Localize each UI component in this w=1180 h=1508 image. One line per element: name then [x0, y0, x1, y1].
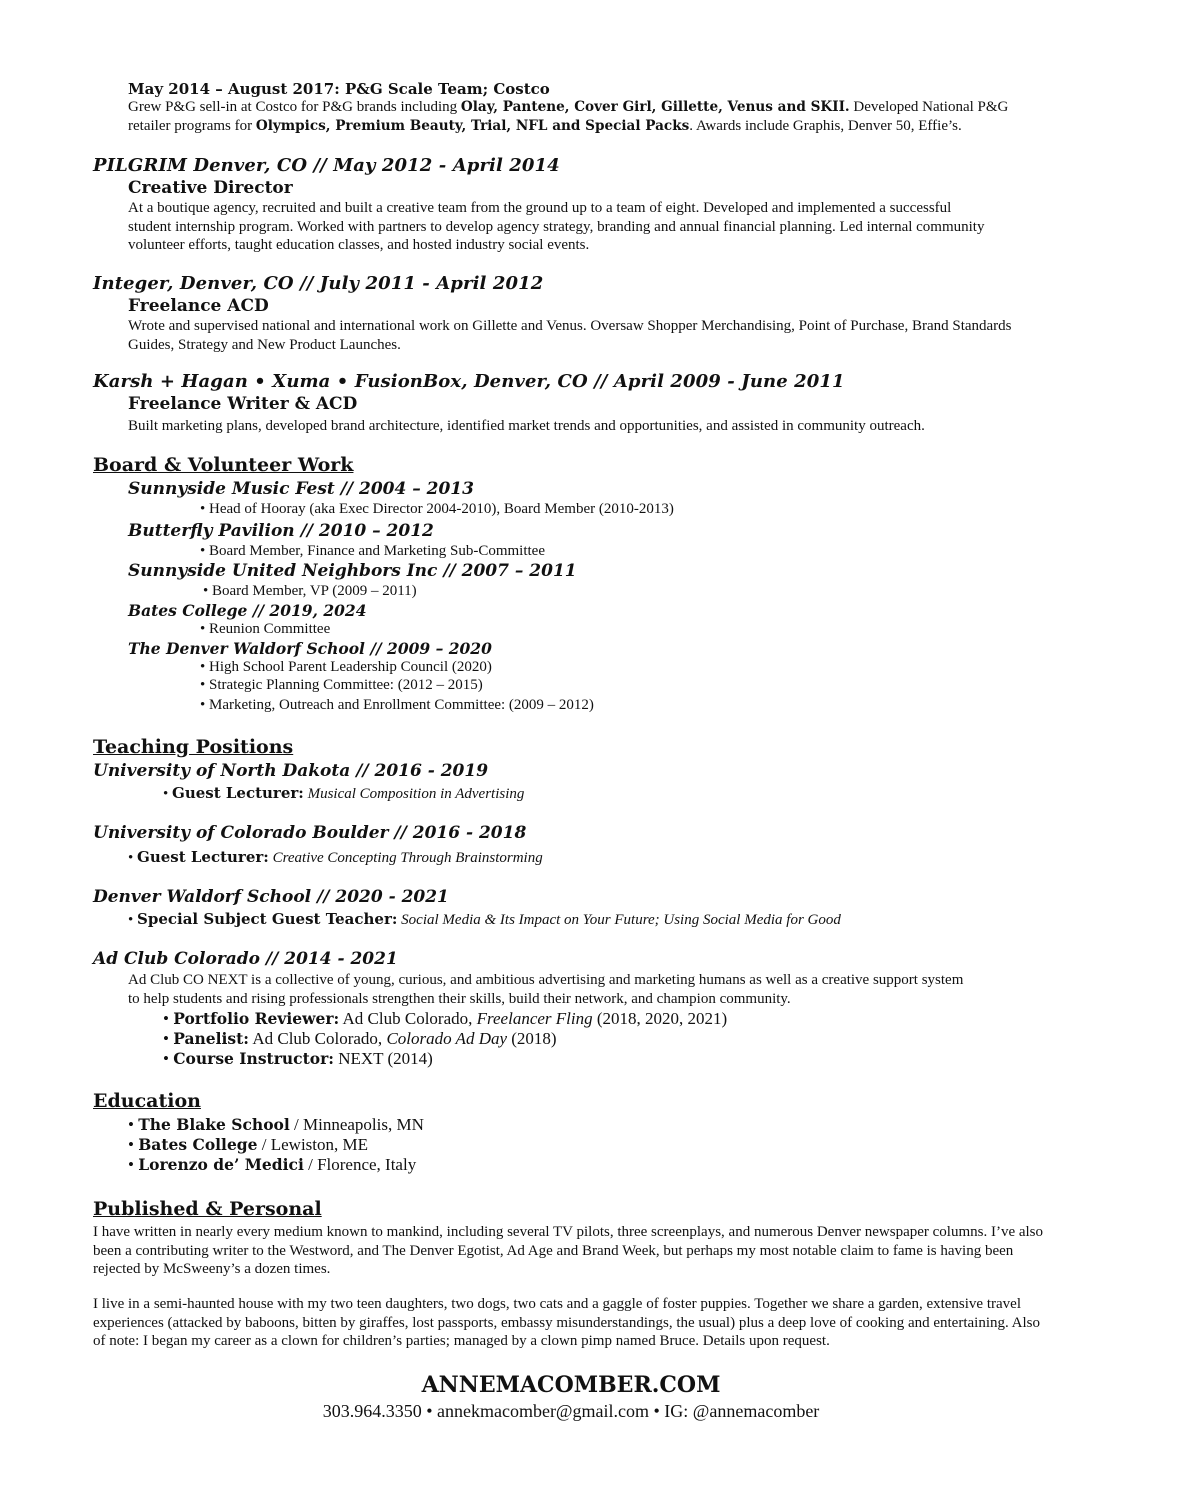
karsh-role: Freelance Writer & ACD	[128, 394, 358, 414]
cu-name: University of Colorado Boulder // 2016 - 2018	[93, 823, 527, 843]
integer-heading: Integer, Denver, CO // July 2011 - April 2012	[93, 273, 544, 294]
dws-name: Denver Waldorf School // 2020 - 2021	[93, 887, 449, 907]
butterfly-name: Butterfly Pavilion // 2010 – 2012	[128, 521, 434, 541]
pilgrim-description: At a boutique agency, recruited and built a creative team from the ground up to a team of eight. Developed and implemented a successful student internship program. Worked with partners to develop agency strategy, branding and annual financial planning. Led internal community volunteer efforts, taught education classes, and hosted industry social events.	[128, 200, 985, 253]
adclub-role: • Panelist: Ad Club Colorado, Colorado Ad Day (2018)	[163, 1029, 557, 1048]
adclub-name: Ad Club Colorado // 2014 - 2021	[93, 949, 398, 969]
sunnyside-united-item: • Board Member, VP (2009 – 2011)	[203, 583, 417, 599]
education-item: • The Blake School / Minneapolis, MN	[128, 1115, 424, 1134]
butterfly-item: • Board Member, Finance and Marketing Sub-Committee	[200, 543, 545, 559]
adclub-role: • Course Instructor: NEXT (2014)	[163, 1049, 433, 1068]
integer-role: Freelance ACD	[128, 296, 269, 316]
board-section-title: Board & Volunteer Work	[93, 454, 354, 476]
personal-section-title: Published & Personal	[93, 1198, 322, 1220]
contact-info: 303.964.3350 • annekmacomber@gmail.com • IG: @annemacomber	[322, 1401, 820, 1421]
cu-role: • Guest Lecturer: Creative Concepting Through Brainstorming	[128, 848, 543, 866]
integer-description: Wrote and supervised national and international work on Gillette and Venus. Oversaw Shopper Merchandising, Point of Purchase, Brand Standards Guides, Strategy and New Product Launches.	[128, 318, 1012, 353]
education-item: • Bates College / Lewiston, ME	[128, 1135, 369, 1154]
adclub-description: Ad Club CO NEXT is a collective of young, curious, and ambitious advertising and marketing humans as well as a creative support system to help students and rising professionals strengthen their skills, build their network, and champion community.	[128, 972, 964, 1007]
personal-paragraph: I have written in nearly every medium known to mankind, including several TV pilots, three screenplays, and numerous Denver newspaper columns. I’ve also been a contributing writer to the Westword, and The Denver Egotist, Ad Age and Brand Week, but perhaps my most notable claim to fame is having been rejected by McSweeny’s a dozen times.	[93, 1224, 1044, 1277]
sunnyside-music-item: • Head of Hooray (aka Exec Director 2004-2010), Board Member (2010-2013)	[200, 501, 674, 517]
waldorf-item: • High School Parent Leadership Council (2020)	[200, 659, 492, 675]
adclub-role: • Portfolio Reviewer: Ad Club Colorado, Freelancer Fling (2018, 2020, 2021)	[163, 1009, 728, 1028]
karsh-description: Built marketing plans, developed brand architecture, identified market trends and opportunities, and assisted in community outreach.	[128, 418, 925, 434]
dws-role: • Special Subject Guest Teacher: Social Media & Its Impact on Your Future; Using Social Media for Good	[128, 910, 841, 928]
karsh-heading: Karsh + Hagan • Xuma • FusionBox, Denver, CO // April 2009 - June 2011	[93, 371, 845, 392]
und-name: University of North Dakota // 2016 - 2019	[93, 761, 489, 781]
und-role: • Guest Lecturer: Musical Composition in Advertising	[163, 784, 525, 802]
sunnyside-united-name: Sunnyside United Neighbors Inc // 2007 – 2011	[128, 561, 577, 581]
bates-item: • Reunion Committee	[200, 621, 331, 637]
waldorf-item: • Strategic Planning Committee: (2012 – 2015)	[200, 677, 483, 693]
bates-name: Bates College // 2019, 2024	[128, 601, 367, 620]
website-link[interactable]: ANNEMACOMBER.COM	[421, 1372, 721, 1398]
personal-paragraph: I live in a semi-haunted house with my two teen daughters, two dogs, two cats and a gaggle of foster puppies. Together we share a garden, extensive travel experiences (attacked by baboons, bitten by giraffes, lost passports, embassy misunderstandings, the usual) plus a deep love of cooking and entertaining. Also of note: I began my career as a clown for children’s parties; managed by a clown pimp named Bruce. Details upon request.	[93, 1296, 1041, 1349]
education-item: • Lorenzo de’ Medici / Florence, Italy	[128, 1155, 417, 1174]
waldorf-item: • Marketing, Outreach and Enrollment Committee: (2009 – 2012)	[200, 697, 594, 713]
sunnyside-music-name: Sunnyside Music Fest // 2004 – 2013	[128, 479, 474, 499]
pilgrim-role: Creative Director	[128, 178, 293, 198]
pilgrim-heading: PILGRIM Denver, CO // May 2012 - April 2014	[93, 155, 560, 176]
education-section-title: Education	[93, 1090, 201, 1112]
pg-costco-heading: May 2014 – August 2017: P&G Scale Team; Costco	[128, 80, 550, 98]
teaching-section-title: Teaching Positions	[93, 736, 294, 758]
pg-costco-description: Grew P&G sell-in at Costco for P&G brands including Olay, Pantene, Cover Girl, Gillette, Venus and SKII. Developed National P&G retailer programs for Olympics, Premium Beauty, Trial, NFL and Special Packs. Awards include Graphis, Denver 50, Effie’s.	[128, 99, 1009, 134]
waldorf-name: The Denver Waldorf School // 2009 – 2020	[128, 639, 492, 658]
